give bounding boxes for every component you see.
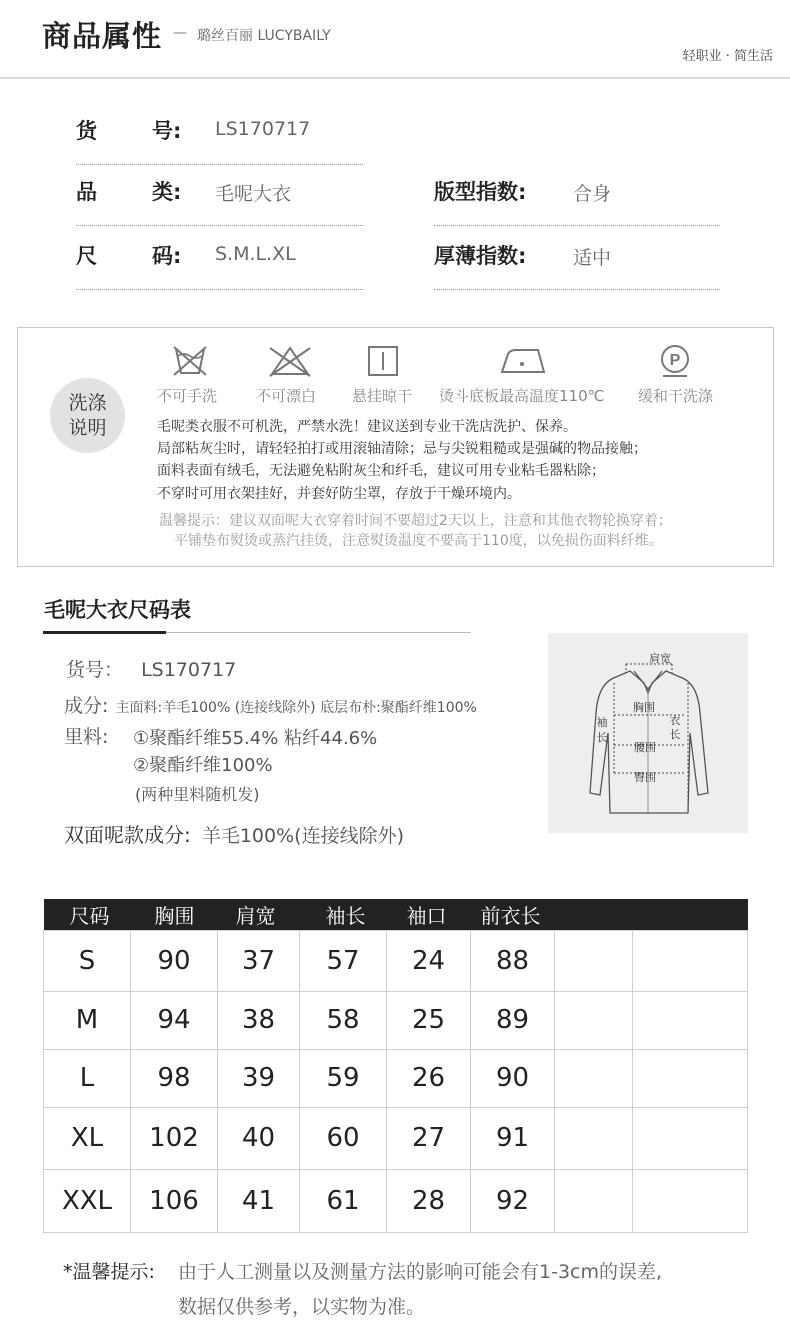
- table-row: [44, 1169, 748, 1232]
- table-cell: 90: [471, 1049, 555, 1107]
- washing-badge: [50, 378, 125, 453]
- wash-label: 烫斗底板最高温度110℃: [439, 387, 605, 405]
- wash-tip-line: 温馨提示：建议双面呢大衣穿着时间不要超过2天以上，注意和其他衣物轮换穿着；: [159, 513, 672, 529]
- table-cell: 38: [218, 991, 300, 1049]
- wash-label: 悬挂晾干: [352, 387, 413, 405]
- diagram-label-waist: 腰围: [634, 741, 656, 754]
- table-cell: 57: [300, 930, 387, 991]
- coat-outline-illustration: [548, 633, 748, 833]
- size-item-value: LS170717: [141, 659, 237, 681]
- table-cell: 39: [218, 1049, 300, 1107]
- table-header-cell: 肩宽: [218, 899, 300, 930]
- diagram-label-hip: 臀围: [634, 771, 656, 784]
- wash-label: 缓和干洗涤: [638, 387, 714, 405]
- table-cell: [555, 1049, 633, 1107]
- table-cell: [633, 991, 748, 1049]
- wash-instruction-line: 面料表面有绒毛，无法避免粘附灰尘和纤毛，建议可用专业粘毛器粘除；: [157, 463, 605, 479]
- diagram-label-chest: 胸围: [633, 701, 655, 714]
- wash-instruction-line: 不穿时可用衣架挂好，并套好防尘罩，存放于干燥环境内。: [157, 486, 521, 502]
- table-cell: 98: [131, 1049, 218, 1107]
- table-cell: [555, 930, 633, 991]
- wash-instruction-line: 毛呢类衣服不可机洗，严禁水洗！建议送到专业干洗店洗护、保养。: [157, 419, 577, 435]
- composition-value: 主面料:羊毛100% (连接线除外) 底层布朴:聚酯纤维100%: [115, 700, 477, 716]
- table-cell: [555, 1107, 633, 1169]
- attr-value: S.M.L.XL: [215, 243, 296, 265]
- table-cell: 60: [300, 1107, 387, 1169]
- table-cell: [633, 1169, 748, 1232]
- table-cell: [633, 1049, 748, 1107]
- page-header: [0, 0, 790, 79]
- table-header-cell: 胸围: [131, 899, 218, 930]
- diagram-label-sleeve-1: 袖: [596, 716, 608, 729]
- page-title: 商品属性: [42, 19, 163, 53]
- wash-label: 不可手洗: [157, 387, 218, 405]
- table-cell: XXL: [44, 1169, 131, 1232]
- double-face-value: 羊毛100%(连接线除外): [201, 825, 404, 847]
- double-face-label: 双面呢款成分:: [64, 823, 191, 847]
- diagram-label-shoulder: 肩宽: [649, 652, 671, 665]
- lining-label: 里料:: [64, 726, 109, 748]
- table-cell: [633, 930, 748, 991]
- size-table: [43, 899, 748, 1233]
- attr-value: LS170717: [215, 118, 311, 140]
- table-header-cell: [633, 899, 748, 930]
- table-cell: [555, 1169, 633, 1232]
- washing-badge-line-1: 洗涤: [68, 391, 107, 414]
- attr-value: 毛呢大衣: [215, 183, 292, 205]
- table-cell: 94: [131, 991, 218, 1049]
- no-bleach-icon: [268, 344, 312, 378]
- table-header-cell: 袖口: [387, 899, 471, 930]
- table-cell: 106: [131, 1169, 218, 1232]
- table-cell: 58: [300, 991, 387, 1049]
- dry-clean-icon: [658, 344, 692, 378]
- size-item-label: 货号：: [66, 659, 124, 681]
- hang-dry-icon: [366, 344, 400, 378]
- table-cell: 28: [387, 1169, 471, 1232]
- table-cell: 27: [387, 1107, 471, 1169]
- double-face-composition: [64, 819, 404, 848]
- notice-line-1: 由于人工测量以及测量方法的影响可能会有1-3cm的误差,: [178, 1261, 663, 1283]
- composition-label: 成分:: [64, 695, 109, 717]
- table-cell: 59: [300, 1049, 387, 1107]
- table-cell: 61: [300, 1169, 387, 1232]
- size-chart-title: 毛呢大衣尺码表: [44, 598, 191, 622]
- attr-size: [76, 225, 363, 290]
- table-cell: 89: [471, 991, 555, 1049]
- attr-label-first: 尺: [76, 244, 97, 268]
- table-header-cell: 前衣长: [471, 899, 555, 930]
- notice-label: *温馨提示:: [63, 1261, 155, 1283]
- table-cell: 25: [387, 991, 471, 1049]
- title-separator: —: [173, 25, 187, 41]
- table-cell: [633, 1107, 748, 1169]
- table-cell: 91: [471, 1107, 555, 1169]
- wash-label: 不可漂白: [256, 387, 317, 405]
- table-cell: 92: [471, 1169, 555, 1232]
- table-cell: S: [44, 930, 131, 991]
- table-header-cell: 尺码: [44, 899, 131, 930]
- table-header-cell: 袖长: [300, 899, 387, 930]
- table-cell: L: [44, 1049, 131, 1107]
- size-composition: [64, 691, 477, 718]
- table-cell: 88: [471, 930, 555, 991]
- attr-label-first: 货: [76, 119, 97, 143]
- table-cell: M: [44, 991, 131, 1049]
- table-cell: 37: [218, 930, 300, 991]
- attr-fit: [434, 161, 720, 226]
- attr-value: 合身: [573, 183, 612, 205]
- table-row: [44, 1049, 748, 1107]
- iron-icon: [498, 344, 548, 378]
- washing-badge-line-2: 说明: [68, 416, 107, 439]
- table-cell: 41: [218, 1169, 300, 1232]
- attr-label-second: 号:: [152, 119, 182, 143]
- washing-instructions-box: [17, 327, 774, 567]
- wash-tip-line: 平铺垫布熨烫或蒸汽挂烫，注意熨烫温度不要高于110度，以免损伤面料纤维。: [174, 533, 663, 549]
- table-row: [44, 991, 748, 1049]
- table-cell: 40: [218, 1107, 300, 1169]
- measurement-diagram: [548, 633, 748, 833]
- table-cell: [555, 991, 633, 1049]
- attr-label: 版型指数:: [434, 180, 527, 204]
- table-header-row: [44, 899, 748, 930]
- attr-thickness: [434, 225, 720, 290]
- attr-category: [76, 161, 363, 226]
- diagram-label-sleeve-2: 长: [596, 731, 608, 744]
- wash-instruction-line: 局部粘灰尘时，请轻轻拍打或用滚轴清除；忌与尖锐粗糙或是强碱的物品接触；: [157, 441, 647, 457]
- table-cell: 102: [131, 1107, 218, 1169]
- table-cell: XL: [44, 1107, 131, 1169]
- attr-label-second: 码:: [152, 244, 182, 268]
- attr-item-no: [76, 100, 363, 165]
- notice-line-2: 数据仅供参考，以实物为准。: [178, 1296, 426, 1318]
- diagram-label-length-1: 衣: [669, 714, 681, 727]
- no-hand-wash-icon: [170, 344, 210, 378]
- attr-value: 适中: [573, 247, 612, 269]
- lining-note: (两种里料随机发): [135, 785, 260, 804]
- attr-label-second: 类:: [152, 180, 182, 204]
- brand-slogan: 轻职业 · 简生活: [682, 49, 773, 64]
- table-cell: 90: [131, 930, 218, 991]
- attr-label-first: 品: [76, 180, 97, 204]
- attr-label: 厚薄指数:: [434, 244, 527, 268]
- lining-option-1: ①聚酯纤维55.4% 粘纤44.6%: [133, 728, 378, 749]
- table-row: [44, 930, 748, 991]
- title-underline-accent: [43, 631, 166, 634]
- brand-name: 璐丝百丽 LUCYBAILY: [197, 28, 331, 44]
- diagram-label-length-2: 长: [669, 728, 681, 741]
- dry-clean-icon-glyph: P: [669, 352, 681, 369]
- table-header-cell: [555, 899, 633, 930]
- lining-option-2: ②聚酯纤维100%: [133, 755, 273, 776]
- table-row: [44, 1107, 748, 1169]
- size-item-no: [66, 655, 236, 682]
- table-cell: 26: [387, 1049, 471, 1107]
- table-cell: 24: [387, 930, 471, 991]
